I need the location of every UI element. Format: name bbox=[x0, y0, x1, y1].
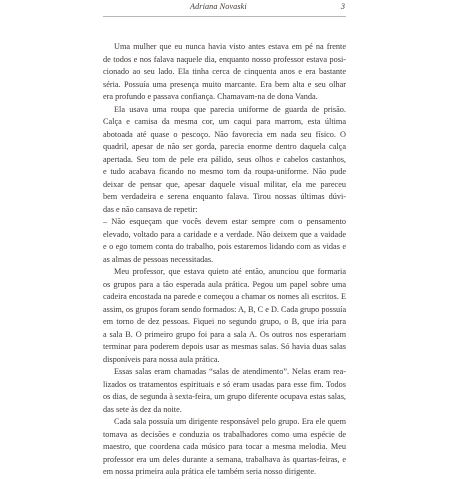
dialogue-paragraph bbox=[103, 216, 346, 266]
text-line: em nossa primeira aula prática ele também seria nosso dirigente. bbox=[103, 467, 317, 476]
text-line: apertada. Seu tom de pele era pálido, seus olhos e cabelos castanhos, bbox=[103, 154, 346, 164]
text-line: tomava as decisões e conduzia os trabalhadores como uma espécie de bbox=[103, 429, 346, 439]
text-line: Meu professor, que estava quieto até então, anunciou que formaria bbox=[114, 267, 346, 276]
text-line: professor era um deles durante a semana, trabalhava às quartas-feiras, e bbox=[103, 454, 346, 464]
text-line: Cada sala possuía um dirigente responsável pelo grupo. Era ele quem bbox=[114, 417, 346, 426]
paragraph bbox=[103, 266, 346, 366]
text-line: lizados os tratamentos espirituais e só eram usadas para esse fim. Todos bbox=[103, 379, 346, 389]
text-line: quadril, apesar de não ser gorda, parecia enorme dentro daquela calça bbox=[103, 142, 346, 151]
text-line: Ela usava uma roupa que parecia uniforme de guarda de prisão. bbox=[114, 104, 346, 114]
text-line: em torno de dez pessoas. Fiquei no segundo grupo, o B, que iria para bbox=[103, 317, 346, 326]
text-line: de todos e nos falava naquele dia, enquanto nosso professor estava posi- bbox=[103, 54, 346, 64]
text-line: bem verdadeira e serena enquanto falava. Tirou nossas últimas dúvi- bbox=[103, 192, 346, 201]
text-line: cionado ao seu lado. Ela tinha cerca de cinquenta anos e era bastante bbox=[103, 67, 346, 76]
text-line: – Não esqueçam que vocês devem estar sempre com o pensamento bbox=[103, 217, 346, 226]
paragraph bbox=[103, 41, 346, 104]
text-line: e o ego tomem conta do trabalho, pois estaremos lidando com as vidas e bbox=[103, 242, 346, 251]
text-line: cadeira encostada na parede e começou a chamar os nomes ali escritos. E bbox=[103, 292, 346, 301]
paragraph bbox=[103, 416, 346, 479]
paragraph bbox=[103, 104, 346, 217]
text-line: os dias, de segunda à sexta-feira, um grupo diferente ocupava estas salas, bbox=[103, 392, 346, 401]
text-line: era profundo e passava confiança. Chamavam-na de dona Vanda. bbox=[103, 92, 318, 101]
header-divider bbox=[103, 16, 346, 17]
text-line: abotoada até quase o pescoço. Não favorecia em nada seu físico. O bbox=[103, 129, 346, 139]
page-number: 3 bbox=[340, 2, 345, 11]
text-line: disponíveis para nossa aula prática. bbox=[103, 354, 220, 364]
text-line: Uma mulher que eu nunca havia visto antes estava em pé na frente bbox=[114, 42, 346, 51]
text-line: as almas de pessoas necessitadas. bbox=[103, 254, 214, 264]
text-line: terminar para poderem depois usar as mesmas salas. Só havia duas salas bbox=[103, 342, 346, 351]
running-head-author: Adriana Novaski bbox=[190, 2, 247, 11]
page-header bbox=[0, 2, 449, 14]
text-line: elevado, voltado para a caridade e a verdade. Não deixem que a vaidade bbox=[103, 229, 346, 239]
text-line: e tudo acabava ficando no mesmo tom da roupa-uniforme. Não pude bbox=[103, 167, 346, 176]
text-line: assim, os grupos foram sendo formados: A, B, C e D. Cada grupo possuía bbox=[103, 304, 346, 314]
text-line: maestro, que coordena cada músico para tocar a mesma melodia. Meu bbox=[103, 442, 346, 451]
text-line: das e não cansava de repetir: bbox=[103, 204, 198, 214]
text-line: os grupos para a tão esperada aula prática. Pegou um papel sobre uma bbox=[103, 279, 346, 289]
text-line: deixar de pensar que, apesar daquele visual militar, ela me pareceu bbox=[103, 179, 346, 189]
text-line: Essas salas eram chamadas “salas de atendimento”. Nelas eram rea- bbox=[114, 367, 346, 376]
text-line: séria. Possuía uma presença muito marcante. Era bem alta e seu olhar bbox=[103, 79, 346, 89]
body-text bbox=[103, 41, 346, 479]
paragraph bbox=[103, 366, 346, 416]
text-line: a sala B. O primeiro grupo foi para a sala A. Os outros nos esperariam bbox=[103, 329, 346, 339]
text-line: das sete às dez da noite. bbox=[103, 404, 182, 414]
text-line: Calça e camisa da mesma cor, um caqui para marrom, esta última bbox=[103, 117, 346, 126]
